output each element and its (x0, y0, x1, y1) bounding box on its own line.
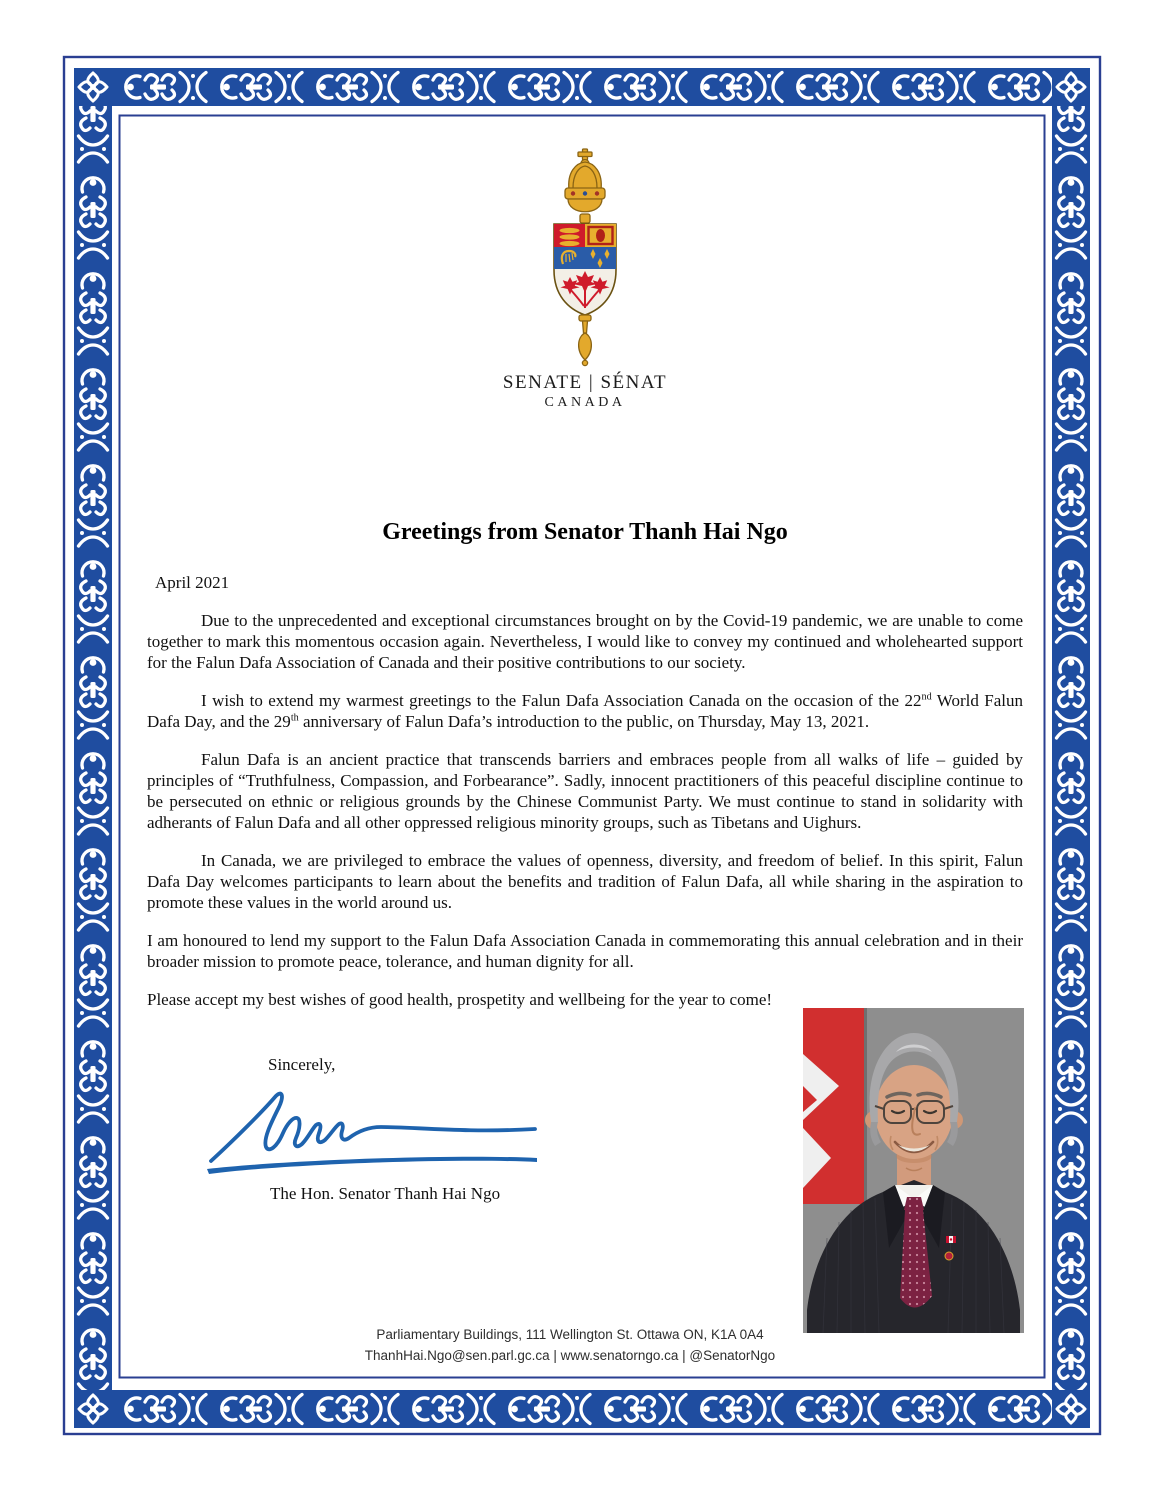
senate-wordmark: SENATE | SÉNAT (502, 372, 668, 393)
portrait-photo (803, 1008, 1024, 1333)
royal-arms-shield (554, 224, 616, 315)
paragraph-text: Falun Dafa is an ancient practice that transcends barriers and embraces people from all walks of life – guided by principles of “Truthfulness, Compassion, and Forbearance”. Sadly, innocent practitioners of this peaceful discipline continue to be persecuted on ethnic or religious grounds by the Chinese Communist Party. We must continue to stand in solidarity with adherants of Falun Dafa and all other oppressed religious minority groups, such as Tibetans and Uighurs. (147, 750, 1023, 832)
footer-contact-block (160, 1324, 980, 1366)
paragraph-1 (147, 610, 1023, 673)
paragraph-text: I wish to extend my warmest greetings to the Falun Dafa Association Canada on the occasion of the 22 (201, 691, 922, 710)
border-corner-bottom-left (74, 1390, 112, 1428)
paragraph-4 (147, 850, 1023, 913)
footer-address: Parliamentary Buildings, 111 Wellington St. Ottawa ON, K1A 0A4 (376, 1327, 764, 1342)
paragraph-text: World Falun Dafa Day, and the 29 (147, 691, 1024, 731)
paragraph-2 (147, 690, 1023, 732)
ordinal-superscript: nd (921, 691, 932, 703)
senate-letterhead (147, 148, 1023, 412)
border-band-bottom (112, 1390, 1052, 1428)
signatory-name: The Hon. Senator Thanh Hai Ngo (270, 1184, 501, 1203)
letter-date: April 2021 (155, 573, 230, 592)
border-band-left (74, 68, 112, 1428)
border-band-top (112, 68, 1052, 106)
paragraph-text: In Canada, we are privileged to embrace the values of openness, diversity, and freedom of belief. In this spirit, Falun Dafa Day welcomes participants to learn about the benefits and tradition of Falun Dafa, all while sharing in the aspiration to promote these values in the world around us. (147, 851, 1023, 912)
border-corner-top-left (74, 68, 112, 106)
paragraph-text: Due to the unprecedented and exceptional circumstances brought on by the Covid-19 pandemic, we are unable to come together to mark this momentous occasion again. Nevertheless, I would like to convey my continued and wholehearted support for the Falun Dafa Association of Canada and their positive contributions to our society. (147, 611, 1023, 672)
border-corner-bottom-right (1052, 1390, 1090, 1428)
paragraph-text: anniversary of Falun Dafa’s introduction to the public, on Thursday, May 13, 2021. (298, 712, 870, 731)
mace-handle (579, 315, 592, 366)
paragraph-text: I am honoured to lend my support to the Falun Dafa Association Canada in commemorating this annual celebration and in their broader mission to promote peace, tolerance, and human dignity for all. (147, 931, 1023, 971)
paragraph-6 (147, 989, 1023, 1010)
signature-image (205, 1077, 555, 1177)
senate-country-label: CANADA (544, 395, 626, 410)
closing-salutation: Sincerely, (268, 1055, 336, 1074)
ordinal-superscript: th (290, 712, 299, 724)
paragraph-5 (147, 930, 1023, 972)
border-corner-top-right (1052, 68, 1090, 106)
border-band-right (1052, 68, 1090, 1428)
paragraph-text: Please accept my best wishes of good health, prospetity and wellbeing for the year to come! (147, 990, 773, 1009)
letter-title: Greetings from Senator Thanh Hai Ngo (382, 519, 788, 545)
canada-flag (803, 1008, 867, 1204)
senate-coat-of-arms-icon (510, 148, 660, 368)
mace-crown (565, 149, 605, 223)
footer-contact-line: ThanhHai.Ngo@sen.parl.gc.ca | www.senatorngo.ca | @SenatorNgo (364, 1348, 776, 1363)
paragraph-3 (147, 749, 1023, 833)
